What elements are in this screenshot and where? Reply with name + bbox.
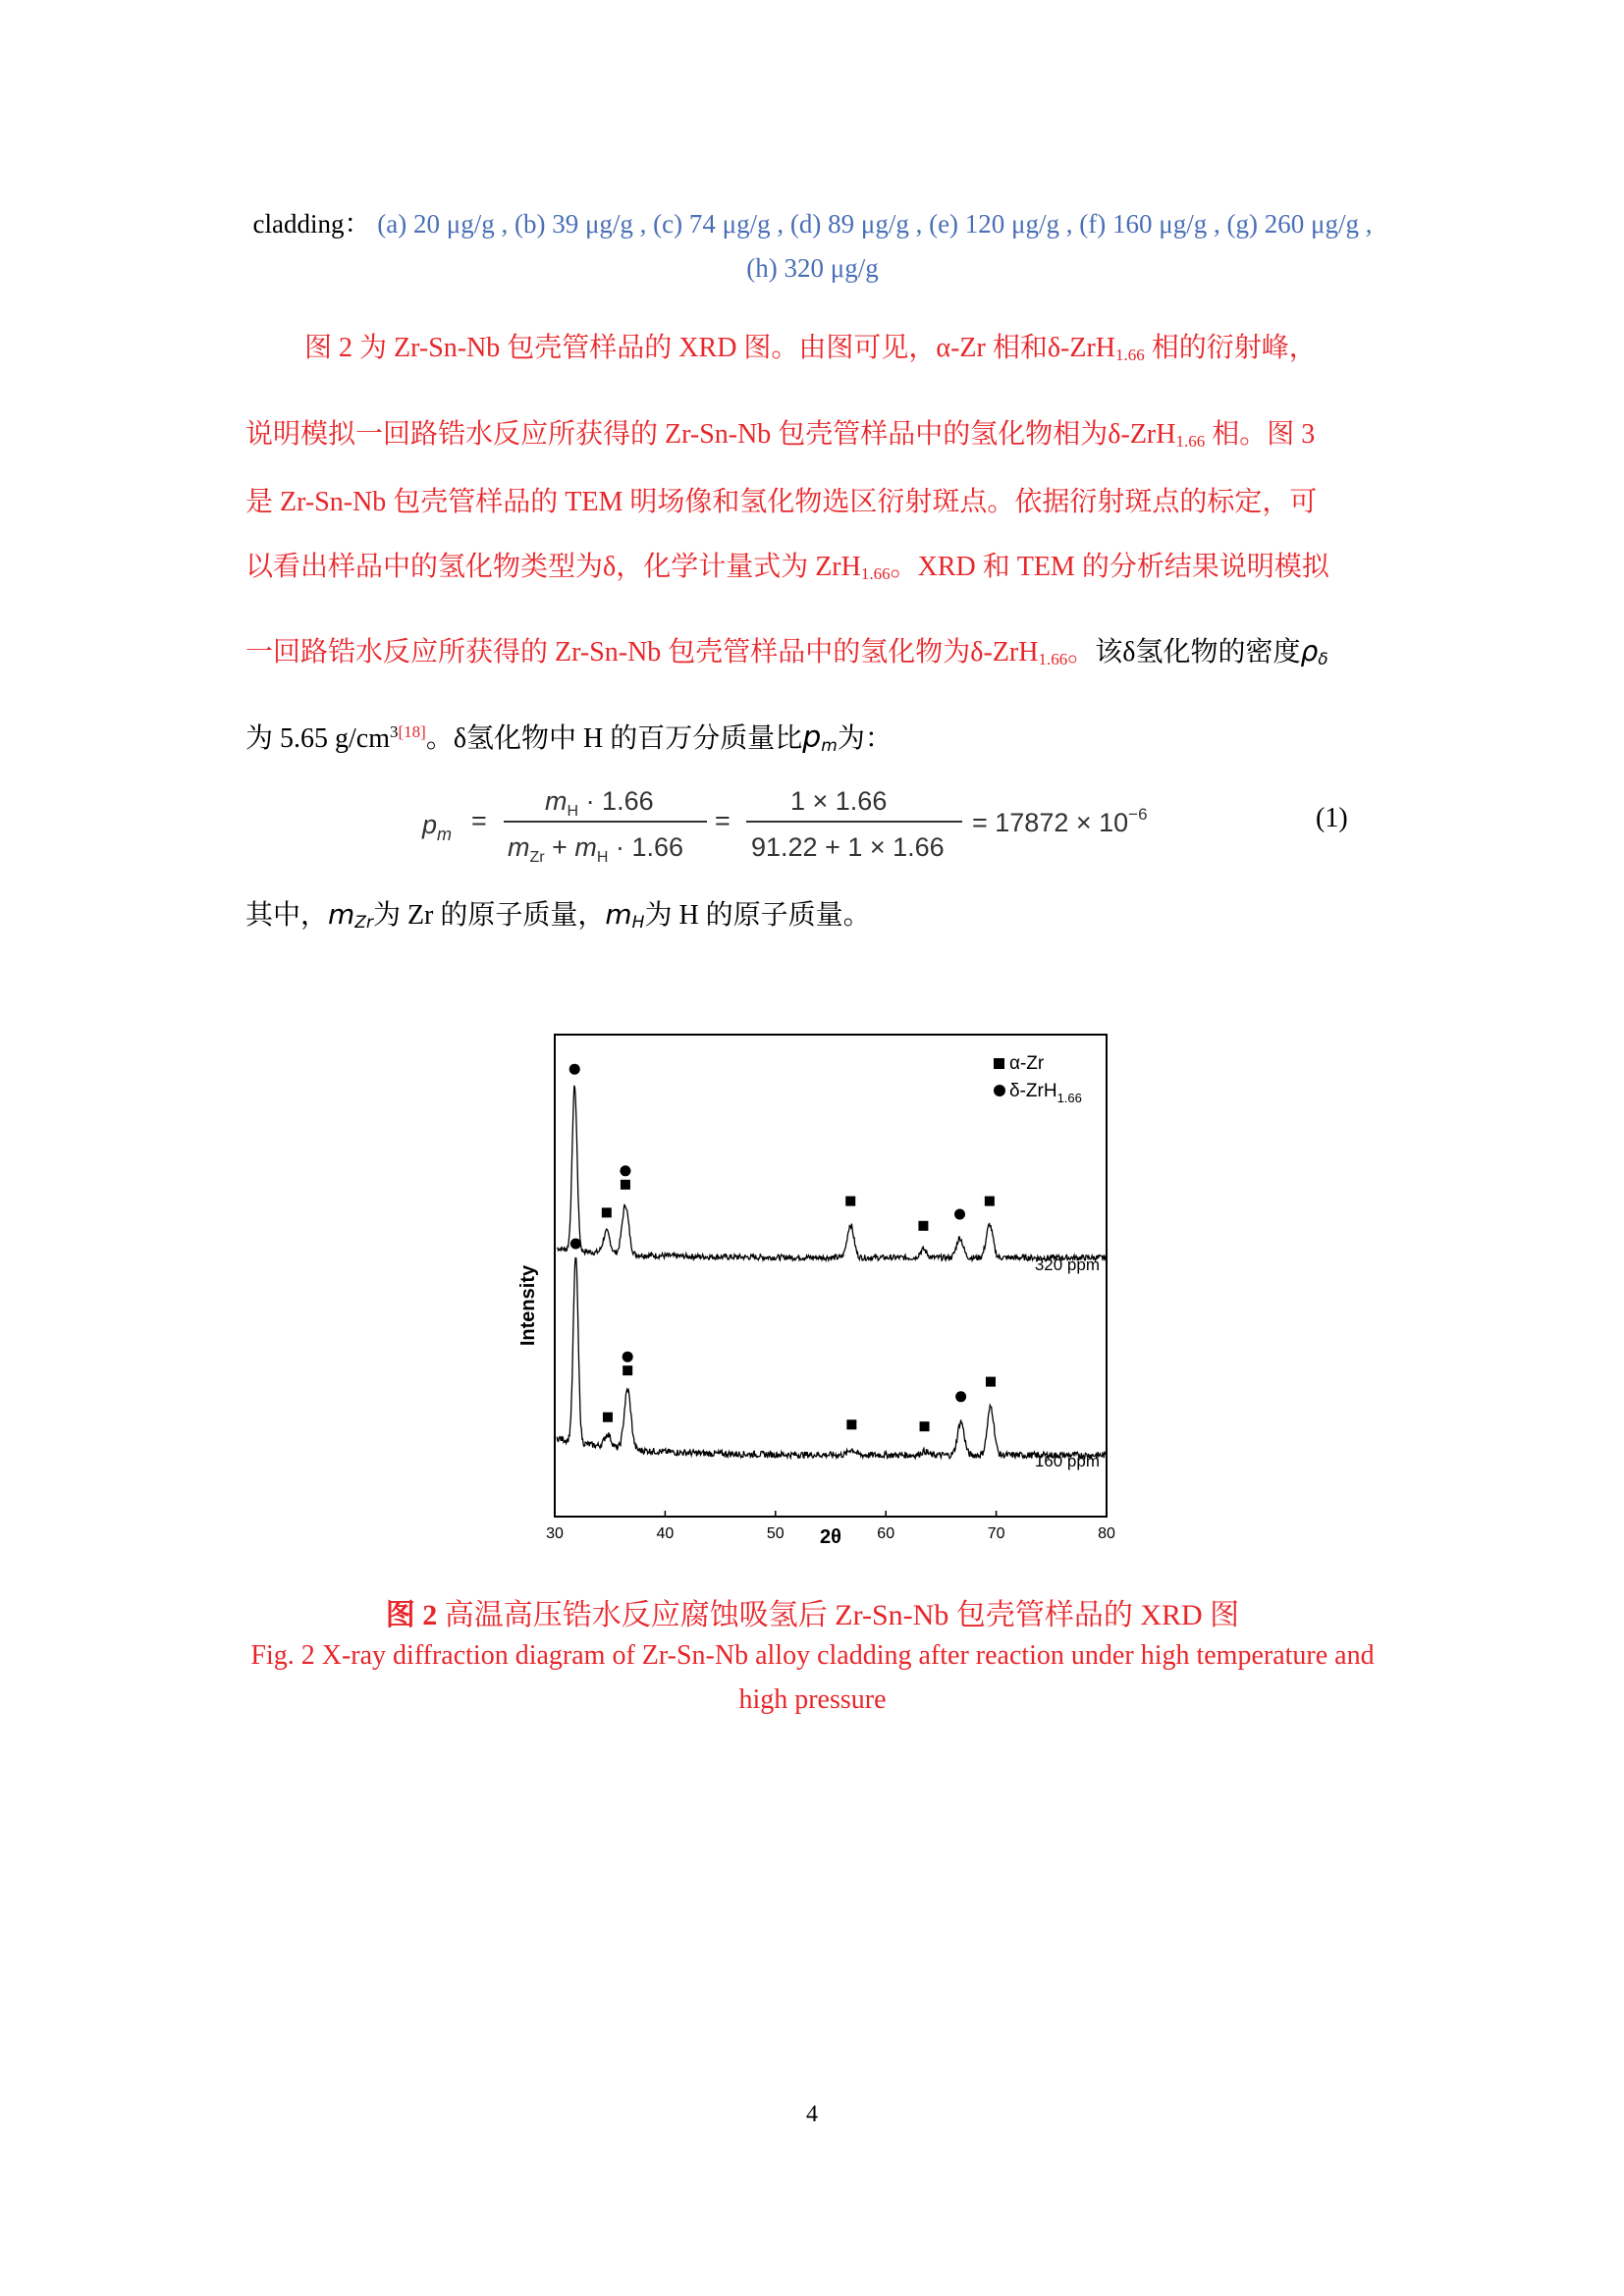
series-line-320-ppm — [557, 1086, 1106, 1260]
delta-zrh-marker — [954, 1209, 965, 1220]
paragraph-line-3: 是 Zr-Sn-Nb 包壳管样品的 TEM 明场像和氢化物选区衍射斑点。依据衍射斑点的标定，可 — [245, 487, 1318, 517]
figure-caption-en: Fig. 2 X-ray diffraction diagram of Zr-Sn-Nb alloy cladding after reaction under high temperature and high pressure — [250, 1640, 1375, 1715]
eq-lhs: p — [422, 810, 438, 839]
x-tick-label: 60 — [877, 1525, 895, 1542]
legend — [994, 1053, 1082, 1105]
delta-zrh-marker — [955, 1391, 966, 1402]
alpha-zr-marker — [623, 1365, 632, 1375]
figure-title-cn: 图 2 高温高压锆水反应腐蚀吸氢后 Zr-Sn-Nb 包壳管样品的 XRD 图 — [385, 1599, 1240, 1631]
page-number: 4 — [806, 2102, 818, 2127]
svg-text:=: = — [715, 806, 731, 835]
x-tick-label: 50 — [766, 1525, 785, 1542]
paragraph-line-4: 以看出样品中的氢化物类型为δ，化学计量式为 ZrH$_{1.66}$。XRD 和 TEM 的分析结果说明模拟 — [245, 552, 1329, 583]
delta-zrh-marker — [623, 1352, 633, 1362]
svg-text:91.22 + 1 × 1.66: 91.22 + 1 × 1.66 — [751, 832, 945, 862]
paragraph-line-5: 一回路锆水反应所获得的 Zr-Sn-Nb 包壳管样品中的氢化物为δ-ZrH$_{1.66}$。该δ氢化物的密度$\rho_\delta$ — [245, 635, 1328, 669]
x-tick-label: 70 — [987, 1525, 1005, 1542]
previous-figure-caption — [245, 202, 1380, 291]
y-axis-label: Intensity — [517, 1264, 539, 1347]
svg-text:pm: $p_m$ — [422, 810, 453, 844]
xrd-chart — [491, 1021, 1139, 1551]
legend-label-alpha-zr: α-Zr — [1009, 1053, 1045, 1074]
delta-zrh-marker — [570, 1239, 581, 1250]
caption-items: (a) 20 μg/g , (b) 39 μg/g , (c) 74 μg/g , (d) 89 μg/g , (e) 120 μg/g , (f) 160 μg/g , (g) 260 μg/g , (h) 320 μg/g — [377, 209, 1373, 283]
alpha-zr-marker — [846, 1419, 856, 1429]
delta-zrh-marker — [569, 1064, 580, 1075]
svg-text:=: = — [471, 806, 487, 835]
x-tick-label: 40 — [656, 1525, 675, 1542]
alpha-zr-marker — [986, 1377, 996, 1387]
alpha-zr-marker — [918, 1221, 928, 1231]
svg-text:= 17872 × 10−6: = $17872 \times 10^{-6}$ — [972, 805, 1148, 837]
alpha-zr-marker — [985, 1197, 995, 1206]
paragraph-line-2: 说明模拟一回路锆水反应所获得的 Zr-Sn-Nb 包壳管样品中的氢化物相为δ-ZrH$_{1.66}$ 相。图 3 — [245, 419, 1316, 451]
svg-text:1 × 1.66: 1 × 1.66 — [790, 786, 888, 816]
alpha-zr-marker — [602, 1207, 612, 1217]
equation-1 — [417, 768, 1164, 876]
series-line-160-ppm — [557, 1258, 1106, 1459]
alpha-zr-marker — [920, 1421, 930, 1431]
alpha-zr-marker — [845, 1197, 855, 1206]
legend-label-delta-zrh: δ-ZrH$_{1.66}$ — [1009, 1081, 1082, 1105]
paragraph-line-1: 图 2 为 Zr-Sn-Nb 包壳管样品的 XRD 图。由图可见，α-Zr 相和δ-ZrH$_{1.66}$ 相的衍射峰， — [304, 333, 1317, 364]
x-tick-label: 80 — [1098, 1525, 1115, 1542]
legend-square-marker — [994, 1058, 1004, 1069]
paragraph-line-6: 为 5.65 g/cm$^{3[18]}$。δ氢化物中 H 的百万分质量比$p_m$为： — [245, 721, 893, 756]
alpha-zr-marker — [621, 1180, 630, 1190]
series-label-160: 160 ppm — [1034, 1452, 1100, 1470]
svg-text:mH · 1.66: $m_H \cdot 1.66$ — [545, 786, 654, 820]
legend-circle-marker — [994, 1085, 1005, 1096]
delta-zrh-marker — [620, 1165, 630, 1176]
svg-text:mZr + mH · 1.66: $m_{Zr} + m_H \cdot 1.66$ — [508, 832, 683, 866]
figure-label: 图 2 — [385, 1599, 438, 1631]
x-tick-label: 30 — [546, 1525, 564, 1542]
plot-frame — [555, 1035, 1107, 1517]
x-axis-label: 2θ — [820, 1526, 841, 1548]
series-label-320: 320 ppm — [1034, 1255, 1100, 1274]
equation-number: (1) — [1316, 803, 1348, 833]
alpha-zr-marker — [603, 1413, 613, 1422]
note-line: 其中，$m_{Zr}$为 Zr 的原子质量，$m_H$为 H 的原子质量。 — [245, 898, 871, 933]
caption-label: cladding： — [252, 209, 371, 239]
